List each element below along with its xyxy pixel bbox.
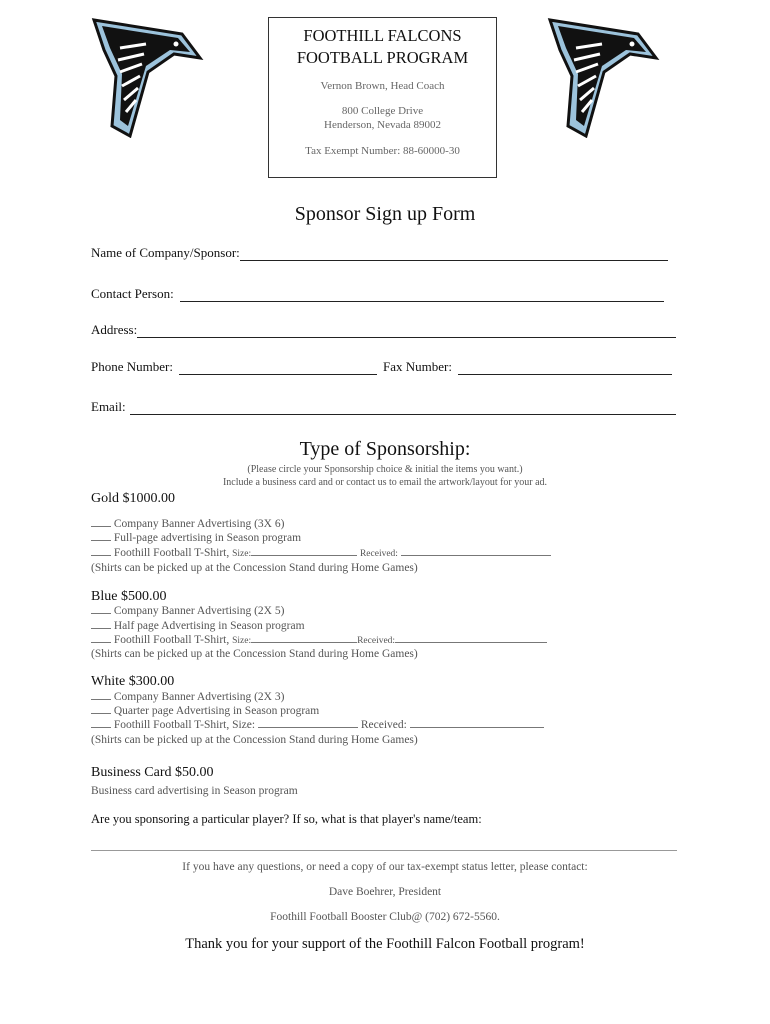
address-label: Address:: [91, 322, 138, 337]
white-item-program[interactable]: Quarter page Advertising in Season program: [91, 704, 319, 718]
blue-item-banner[interactable]: Company Banner Advertising (2X 5): [91, 604, 284, 618]
tier-blue-name: Blue $500.00: [91, 589, 167, 604]
program-title-line1: FOOTHILL FALCONS: [303, 26, 462, 45]
phone-label: Phone Number:: [91, 359, 173, 374]
company-line[interactable]: [240, 248, 668, 261]
contact-line2: Dave Boehrer, President: [328, 886, 442, 898]
sponsorship-note-1: (Please circle your Sponsorship choice & initial the items you want.): [247, 464, 523, 475]
email-field[interactable]: [91, 399, 676, 415]
white-item-banner[interactable]: Company Banner Advertising (2X 3): [91, 690, 284, 704]
gold-item-shirt[interactable]: Foothill Football T-Shirt, Size: Received:: [91, 546, 551, 561]
sponsorship-title: Type of Sponsorship:: [299, 438, 471, 460]
gold-item-program[interactable]: Full-page advertising in Season program: [91, 531, 301, 545]
fax-line[interactable]: [458, 362, 672, 375]
fax-label: Fax Number:: [382, 359, 452, 374]
tier-business-card-name: Business Card $50.00: [91, 765, 214, 780]
address-field[interactable]: [91, 322, 676, 338]
white-shirt-note: (Shirts can be picked up at the Concession Stand during Home Games): [91, 734, 418, 746]
phone-fax-field[interactable]: [91, 359, 672, 375]
program-title-line2: FOOTBALL PROGRAM: [296, 48, 469, 67]
blue-item-shirt[interactable]: Foothill Football T-Shirt, Size: Received:: [91, 633, 547, 648]
phone-line[interactable]: [179, 362, 377, 375]
player-question: Are you sponsoring a particular player? If so, what is that player's name/team:: [91, 812, 482, 826]
email-line[interactable]: [130, 402, 676, 415]
sponsorship-note-2: Include a business card and or contact us to email the artwork/layout for your ad.: [222, 477, 548, 488]
company-label: Name of Company/Sponsor:: [91, 245, 240, 260]
blue-shirt-note: (Shirts can be picked up at the Concession Stand during Home Games): [91, 648, 418, 660]
address-line2: Henderson, Nevada 89002: [324, 119, 441, 131]
business-card-desc: Business card advertising in Season program: [91, 785, 298, 797]
gold-shirt-note: (Shirts can be picked up at the Concession Stand during Home Games): [91, 562, 418, 574]
blue-item-program[interactable]: Half page Advertising in Season program: [91, 619, 305, 633]
tier-gold-name: Gold $1000.00: [91, 491, 175, 506]
gold-item-banner[interactable]: Company Banner Advertising (3X 6): [91, 517, 284, 531]
white-item-shirt[interactable]: Foothill Football T-Shirt, Size: Received:: [91, 718, 544, 732]
contact-line[interactable]: [180, 289, 664, 302]
program-header-box: [268, 17, 497, 178]
player-answer-line[interactable]: [91, 850, 677, 851]
falcon-logo-left: [90, 14, 206, 138]
falcon-logo-right: [546, 14, 662, 138]
company-field[interactable]: [91, 245, 668, 261]
thank-you-message: Thank you for your support of the Foothill Falcon Football program!: [185, 936, 585, 952]
tax-exempt-number: Tax Exempt Number: 88-60000-30: [305, 145, 460, 157]
contact-label: Contact Person:: [91, 286, 174, 301]
contact-field[interactable]: [91, 286, 664, 302]
address-line[interactable]: [137, 325, 676, 338]
contact-line1: If you have any questions, or need a copy of our tax-exempt status letter, please contact:: [182, 861, 588, 873]
address-line1: 800 College Drive: [341, 105, 424, 117]
form-title: Sponsor Sign up Form: [294, 203, 476, 225]
head-coach: Vernon Brown, Head Coach: [320, 80, 445, 92]
email-label: Email:: [91, 399, 126, 414]
contact-line3: Foothill Football Booster Club@ (702) 672-5560.: [270, 911, 500, 923]
tier-white-name: White $300.00: [91, 674, 175, 689]
